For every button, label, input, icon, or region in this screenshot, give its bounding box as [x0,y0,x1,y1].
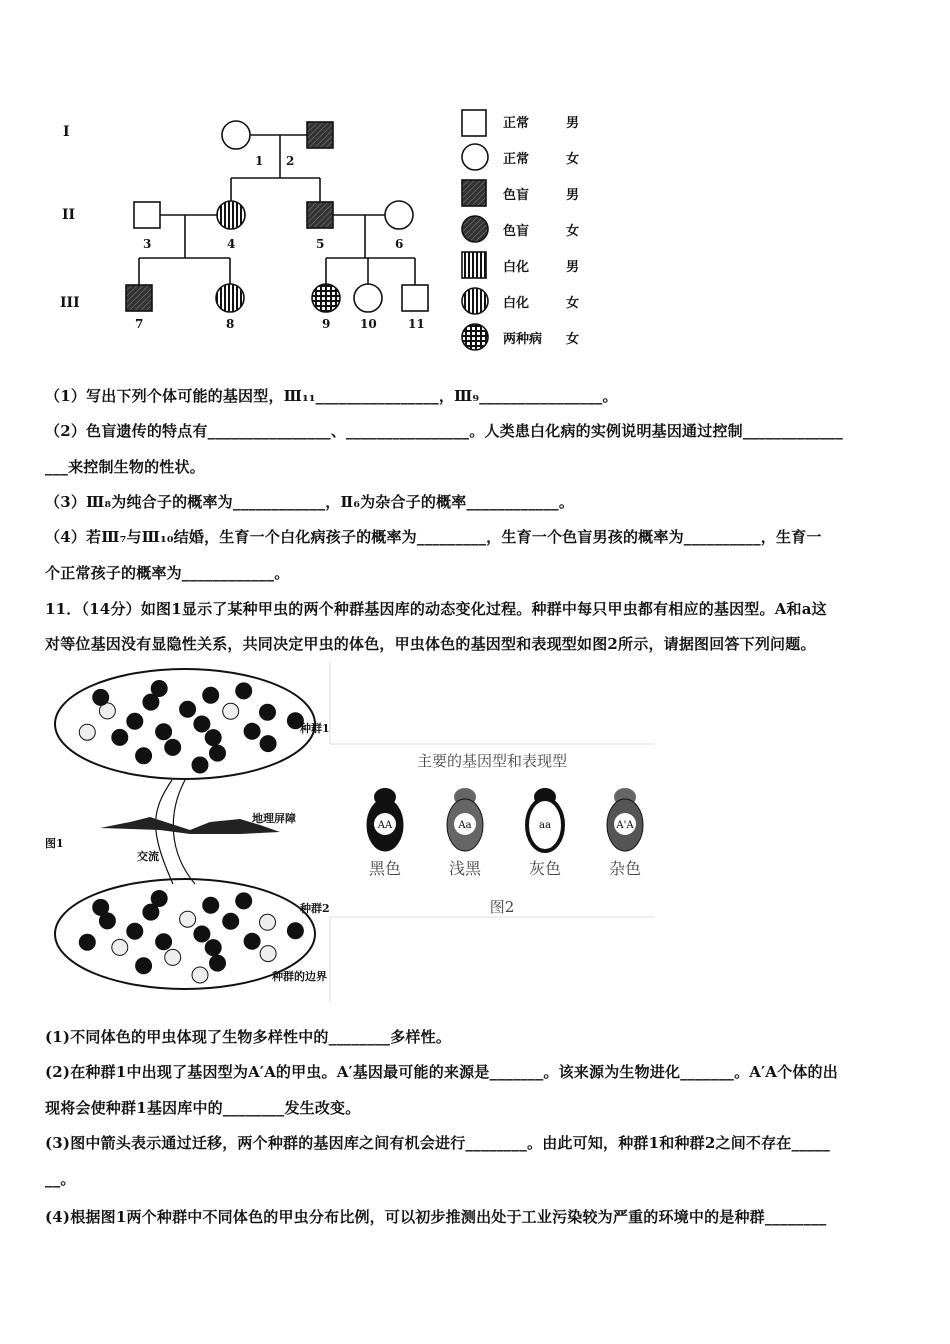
generation-label: II [62,207,76,223]
pedigree-legend [462,110,488,350]
individual-number: 8 [226,317,235,331]
beetle-icon [287,923,303,939]
beetle-icon [127,713,143,729]
beetle-icon [93,899,109,915]
q10-part4-cont: 个正常孩子的概率为____________。 [45,564,290,582]
q10-part4: （4）若Ⅲ₇与Ⅲ₁₀结婚，生育一个白化病孩子的概率为_________，生育一个色盲男孩的概率为__________，生育一 [45,528,822,546]
individual-III10 [354,284,382,312]
beetle-icon [112,729,128,745]
legend-sex: 女 [566,152,580,167]
beetle-icon [244,933,260,949]
population-2-label: 种群2 [300,902,330,915]
genotype-label: AA [377,820,393,831]
individual-III7 [126,285,152,311]
beetle-icon [156,724,172,740]
beetle-icon [192,757,208,773]
generation-label: I [63,124,70,140]
legend-label: 正常 [503,152,530,167]
q11-part1: (1)不同体色的甲虫体现了生物多样性中的________多样性。 [45,1028,452,1046]
individual-I2 [307,122,333,148]
individual-III11 [402,285,428,311]
q11-intro: 11．（14分）如图1显示了某种甲虫的两个种群基因库的动态变化过程。种群中每只甲虫都有相应的基因型。A和a这 [45,600,827,618]
generation-label: III [60,295,80,311]
legend-label: 白化 [503,296,530,311]
beetle-浅黑 [447,788,483,878]
legend-sex: 女 [566,296,580,311]
individual-number: 7 [135,317,144,331]
pedigree-chart [0,100,620,360]
migration-arrow [156,780,173,884]
individual-number: 9 [322,317,331,331]
individual-number: 3 [143,237,152,251]
exchange-label: 交流 [137,850,159,863]
figure-2-title: 主要的基因型和表现型 [416,752,568,770]
beetle-icon [93,689,109,705]
q10-part2: （2）色盲遗传的特点有________________、________________。人类患白化病的实例说明基因通过控制_____________ [45,422,843,440]
figure-2-label: 图2 [489,898,515,916]
q11-part4: (4)根据图1两个种群中不同体色的甲虫分布比例，可以初步推测出处于工业污染较为严重的环境中的是种群________ [45,1208,827,1226]
individual-number: 11 [408,317,425,331]
beetle-icon [210,955,226,971]
figure-1-label: 图1 [45,837,64,850]
beetle-icon [210,745,226,761]
individual-II5 [307,202,333,228]
legend-label: 正常 [503,116,530,131]
legend-sex: 男 [566,188,580,203]
genotype-label: Aa [458,820,472,831]
beetle-icon [127,923,143,939]
phenotype-label: 杂色 [608,859,642,878]
beetle-icon [180,701,196,717]
population-1-label: 种群1 [300,722,330,735]
individual-I1 [222,121,250,149]
individual-number: 4 [227,237,236,251]
beetle-icon [156,934,172,950]
beetle-icon [260,704,276,720]
beetle-icon [260,946,276,962]
legend-label: 两种病 [503,332,543,347]
beetle-灰色 [527,788,563,878]
legend-label: 色盲 [503,224,530,239]
beetle-icon [165,949,181,965]
legend-sex: 女 [566,332,580,347]
q10-part3: （3）Ⅲ₈为纯合子的概率为____________，Ⅱ₆为杂合子的概率____________。 [45,493,575,511]
q11-part3-cont: __。 [45,1170,76,1188]
individual-II6 [385,201,413,229]
q11-intro-cont: 对等位基因没有显隐性关系，共同决定甲虫的体色，甲虫体色的基因型和表现型如图2所示，请据图回答下列问题。 [45,635,816,653]
q11-part3: (3)图中箭头表示通过迁移，两个种群的基因库之间有机会进行________。由此可知，种群1和种群2之间不存在_____ [45,1134,831,1152]
q11-part2: (2)在种群1中出现了基因型为A′A的甲虫。A′基因最可能的来源是_______。该来源为生物进化_______。A′A个体的出 [45,1063,838,1081]
beetle-icon [136,958,152,974]
beetle-icon [260,736,276,752]
beetle-icon [192,967,208,983]
individual-III9 [312,284,340,312]
beetle-icon [236,893,252,909]
beetle-杂色 [607,788,643,878]
legend-label: 白化 [503,260,530,275]
beetle-icon [151,891,167,907]
beetle-icon [223,913,239,929]
legend-sex: 女 [566,224,580,239]
figure-1 [45,669,330,989]
individual-number: 10 [360,317,377,331]
genotype-label: A'A [616,820,634,831]
beetle-icon [180,911,196,927]
phenotype-label: 黑色 [368,859,402,878]
beetle-icon [205,940,221,956]
beetle-icon [223,703,239,719]
beetle-icon [136,748,152,764]
phenotype-label: 灰色 [528,859,562,878]
individual-number: 2 [286,154,295,168]
individual-number: 6 [395,237,404,251]
beetle-icon [236,683,252,699]
legend-label: 色盲 [503,188,530,203]
population-1-ellipse [55,669,315,779]
beetle-figures [40,662,660,1007]
beetle-icon [112,939,128,955]
individual-III8 [216,284,244,312]
individual-II3 [134,202,160,228]
figure-2 [330,662,655,1002]
genotype-label: aa [539,820,551,831]
beetle-icon [151,681,167,697]
beetle-icon [79,724,95,740]
beetle-icon [203,897,219,913]
beetle-icon [165,739,181,755]
beetle-icon [244,723,260,739]
beetle-icon [203,687,219,703]
individual-number: 1 [255,154,264,168]
beetle-icon [260,914,276,930]
individual-II4 [217,201,245,229]
individual-number: 5 [316,237,325,251]
beetle-icon [194,716,210,732]
q11-part2-cont: 现将会使种群1基因库中的________发生改变。 [45,1099,361,1117]
beetle-icon [79,934,95,950]
legend-sex: 男 [566,260,580,275]
q10-part2-cont: ___来控制生物的性状。 [45,458,205,476]
boundary-label: 种群的边界 [272,970,327,983]
beetle-icon [205,730,221,746]
beetle-黑色 [367,788,403,878]
barrier-label: 地理屏障 [252,812,296,825]
beetle-icon [194,926,210,942]
phenotype-label: 浅黑 [448,859,482,878]
legend-sex: 男 [566,116,580,131]
q10-part1: （1）写出下列个体可能的基因型，Ⅲ₁₁________________，Ⅲ₉________________。 [45,387,618,405]
